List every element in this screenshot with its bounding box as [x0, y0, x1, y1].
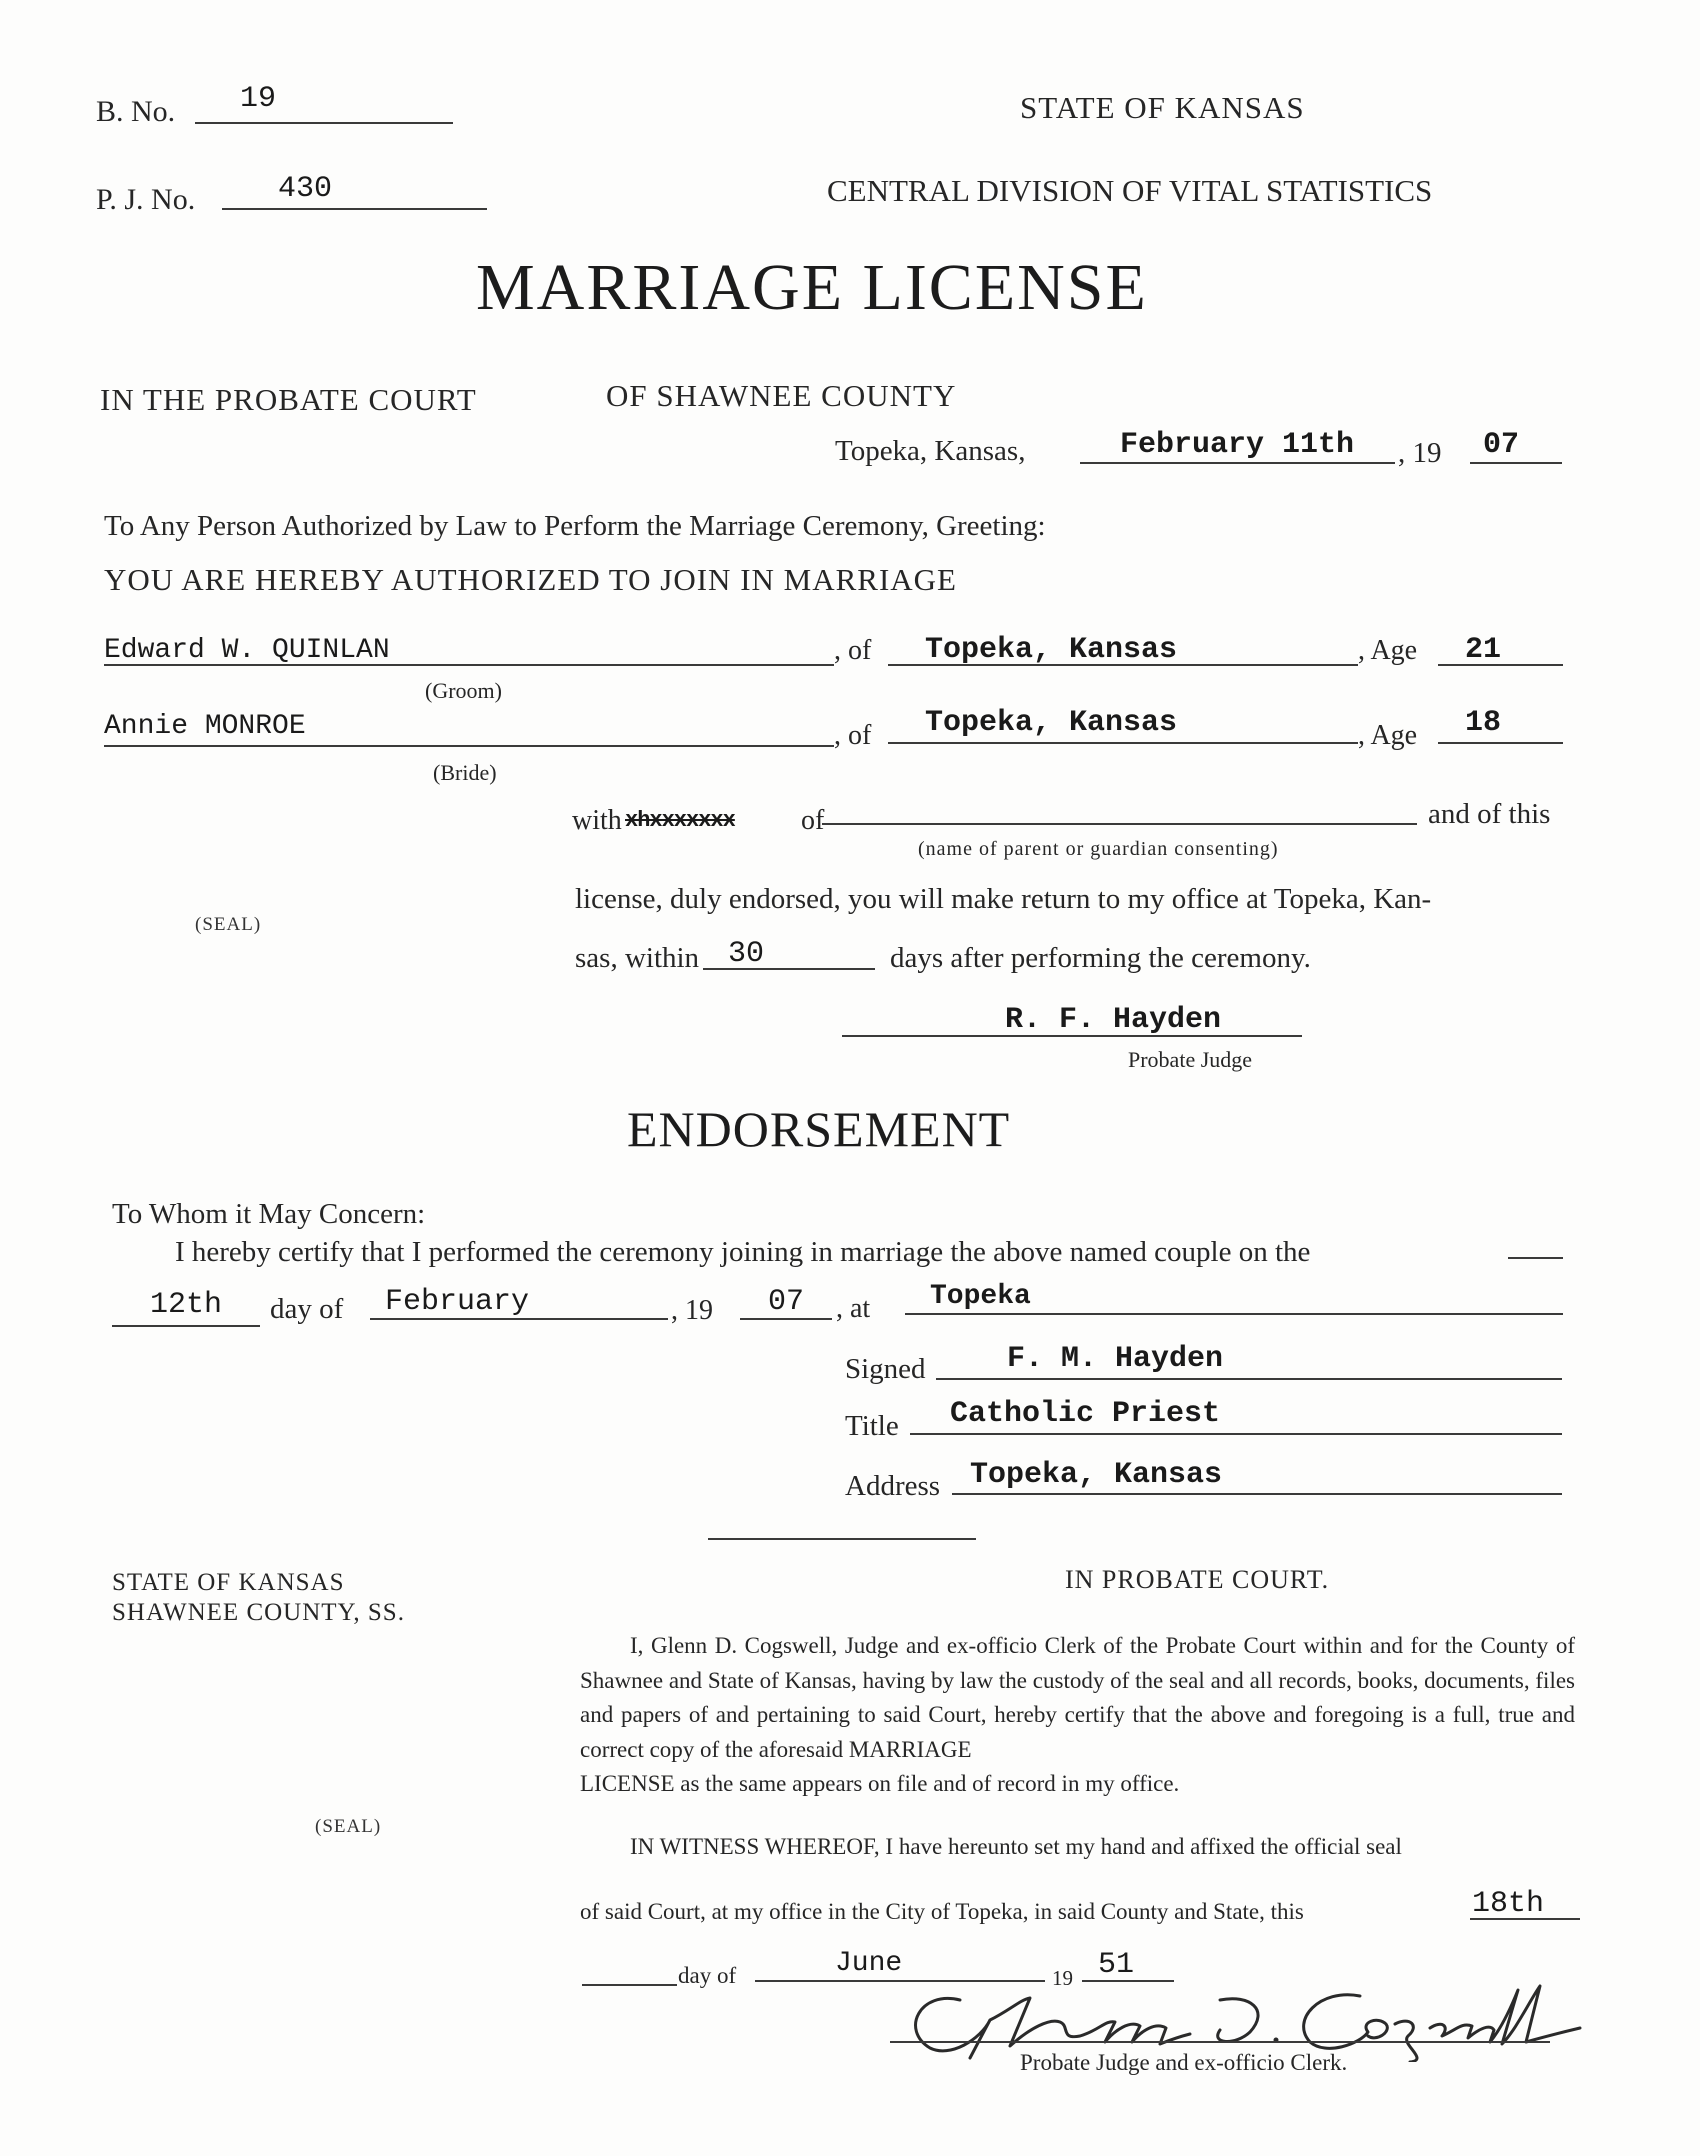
return-days: 30: [728, 937, 765, 971]
year-line: [1470, 462, 1562, 464]
bride-residence-line: [888, 742, 1358, 744]
license-seal: (SEAL): [195, 914, 262, 935]
license-date: February 11th: [1120, 428, 1355, 462]
county-line: OF SHAWNEE COUNTY: [606, 378, 957, 413]
and-of-this: and of this: [1428, 798, 1551, 830]
bride-age-label: , Age: [1358, 720, 1418, 751]
court-line: IN THE PROBATE COURT: [100, 382, 477, 417]
endorse-at-label: , at: [836, 1293, 871, 1324]
groom-age-label: , Age: [1358, 635, 1418, 666]
b-no-label: B. No.: [96, 95, 176, 128]
place-label: Topeka, Kansas,: [835, 435, 1026, 467]
bride-name-line: [104, 745, 834, 747]
with-struck-text: xhxxxxxxx: [625, 808, 735, 833]
endorse-day-line: [112, 1325, 260, 1327]
address-value: Topeka, Kansas: [970, 1458, 1223, 1492]
bride-name: Annie MONROE: [104, 711, 306, 742]
address-label: Address: [845, 1470, 941, 1502]
groom-name: Edward W. QUINLAN: [104, 635, 390, 666]
clerk-title: Probate Judge and ex-officio Clerk.: [1020, 2050, 1348, 2075]
address-line: [952, 1493, 1562, 1495]
cert-paragraph-text: I, Glenn D. Cogswell, Judge and ex-officio Clerk of the Probate Court within and for the County of Shawnee and State of Kansas, having by law the custody of the seal and all records, books, documents, files and papers of and pertaining to said Court, hereby certify that the above and foregoing is a full, true and correct copy of the aforesaid MARRIAGE: [580, 1633, 1575, 1762]
license-year: 07: [1483, 428, 1520, 462]
endorsement-title: ENDORSEMENT: [627, 1101, 1011, 1157]
return-text-line-1: license, duly endorsed, you will make return to my office at Topeka, Kan-: [575, 883, 1432, 915]
division-heading: CENTRAL DIVISION OF VITAL STATISTICS: [827, 173, 1433, 208]
consent-line: [822, 823, 1417, 825]
groom-name-line: [104, 664, 834, 666]
pj-no-line: [222, 208, 487, 210]
cert-paragraph: [580, 1629, 1575, 1802]
endorse-day: 12th: [150, 1288, 223, 1322]
bride-residence: Topeka, Kansas: [925, 706, 1178, 740]
witness-month: June: [835, 1948, 903, 1979]
witness-year-prefix: 19: [1052, 1966, 1073, 1990]
bride-age: 18: [1465, 706, 1502, 740]
endorse-title-line: [910, 1433, 1562, 1435]
state-heading: STATE OF KANSAS: [1020, 90, 1305, 125]
judge-name: R. F. Hayden: [1005, 1003, 1222, 1037]
bride-of-label: , of: [834, 720, 872, 751]
signed-value: F. M. Hayden: [1007, 1342, 1224, 1376]
groom-caption: (Groom): [425, 678, 502, 703]
greeting-line: To Any Person Authorized by Law to Perform the Marriage Ceremony, Greeting:: [104, 510, 1046, 542]
cert-state: STATE OF KANSAS: [112, 1569, 345, 1596]
consent-caption: (name of parent or guardian consenting): [918, 838, 1279, 860]
document-title: MARRIAGE LICENSE: [476, 251, 1148, 324]
witness-line-1: IN WITNESS WHEREOF, I have hereunto set my hand and affixed the official seal: [630, 1834, 1402, 1859]
endorse-place: Topeka: [930, 1281, 1031, 1312]
signed-line: [936, 1378, 1562, 1380]
cert-seal: (SEAL): [315, 1816, 382, 1837]
clerk-handwritten-signature: [890, 1970, 1590, 2062]
certify-end-line: [1508, 1257, 1563, 1259]
groom-of-label: , of: [834, 635, 872, 666]
witness-day-of-label: day of: [678, 1963, 737, 1988]
cert-paragraph-last-line: LICENSE as the same appears on file and of record in my office.: [580, 1771, 1180, 1796]
endorse-day-of-label: day of: [270, 1293, 344, 1325]
endorse-year-prefix: , 19: [671, 1295, 713, 1326]
witness-blank-line: [582, 1984, 677, 1986]
bride-age-line: [1438, 742, 1563, 744]
authorized-line: YOU ARE HEREBY AUTHORIZED TO JOIN IN MARRIAGE: [104, 562, 957, 597]
witness-line-2: of said Court, at my office in the City of Topeka, in said County and State, this: [580, 1899, 1304, 1924]
endorse-title-label: Title: [845, 1410, 899, 1442]
endorse-month: February: [385, 1285, 530, 1319]
b-no-value: 19: [240, 82, 277, 116]
section-divider: [708, 1538, 976, 1540]
endorse-title-value: Catholic Priest: [950, 1397, 1221, 1431]
return-text-line-2b: days after performing the ceremony.: [890, 942, 1311, 974]
endorse-place-line: [905, 1313, 1563, 1315]
witness-day: 18th: [1472, 1887, 1545, 1921]
pj-no-label: P. J. No.: [96, 183, 196, 216]
judge-title: Probate Judge: [1128, 1047, 1253, 1072]
signed-label: Signed: [845, 1353, 926, 1385]
b-no-line: [195, 122, 453, 124]
witness-year: 51: [1098, 1948, 1135, 1982]
bride-caption: (Bride): [433, 760, 497, 785]
groom-age: 21: [1465, 633, 1502, 667]
return-text-line-2a: sas, within: [575, 942, 700, 974]
year-prefix: , 19: [1398, 437, 1442, 469]
groom-residence: Topeka, Kansas: [925, 633, 1178, 667]
pj-no-value: 430: [278, 172, 333, 206]
endorsement-salutation: To Whom it May Concern:: [112, 1198, 426, 1230]
date-line: [1080, 462, 1395, 464]
cert-county: SHAWNEE COUNTY, SS.: [112, 1599, 405, 1626]
endorse-year: 07: [768, 1285, 805, 1319]
with-label: with: [572, 805, 622, 836]
certify-text: I hereby certify that I performed the ceremony joining in marriage the above named couple on the: [175, 1236, 1311, 1268]
cert-court: IN PROBATE COURT.: [1065, 1565, 1330, 1594]
with-of-label: of: [801, 805, 825, 836]
